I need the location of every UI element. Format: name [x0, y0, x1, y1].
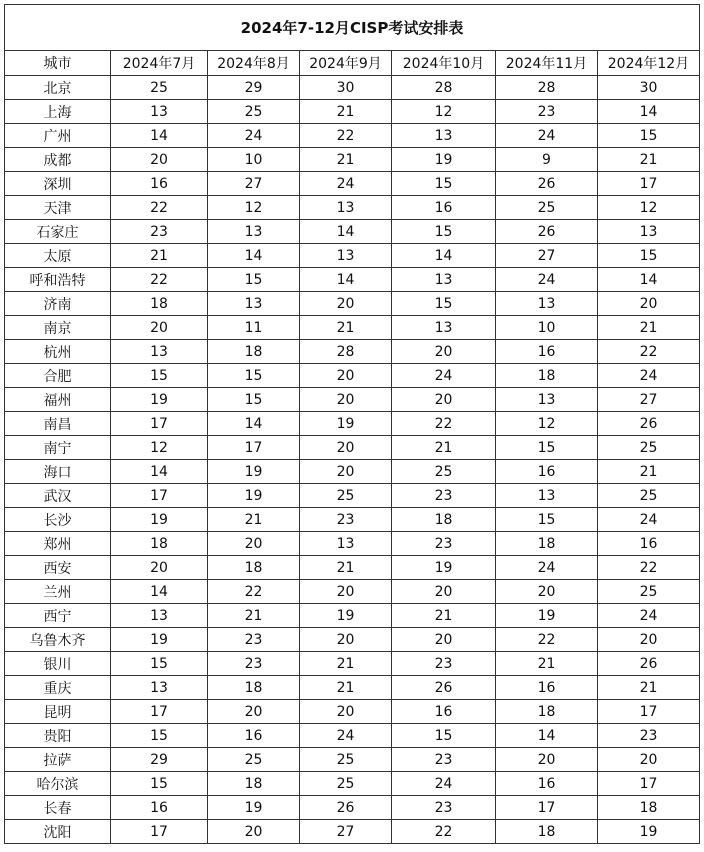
table-row: [5, 412, 700, 436]
exam-date-cell: 20: [392, 388, 496, 412]
exam-date-cell: 18: [496, 532, 598, 556]
city-cell: 广州: [5, 124, 111, 148]
exam-date-cell: 11: [208, 316, 300, 340]
exam-date-cell: 20: [300, 628, 392, 652]
exam-date-cell: 15: [111, 652, 208, 676]
exam-date-cell: 12: [598, 196, 700, 220]
exam-date-cell: 20: [208, 532, 300, 556]
exam-date-cell: 24: [496, 556, 598, 580]
exam-date-cell: 21: [300, 676, 392, 700]
exam-date-cell: 20: [111, 556, 208, 580]
city-cell: 银川: [5, 652, 111, 676]
exam-date-cell: 21: [392, 604, 496, 628]
exam-date-cell: 13: [300, 244, 392, 268]
exam-date-cell: 19: [208, 460, 300, 484]
exam-date-cell: 21: [300, 148, 392, 172]
table-row: [5, 76, 700, 100]
exam-date-cell: 18: [598, 796, 700, 820]
table-row: [5, 796, 700, 820]
exam-date-cell: 24: [208, 124, 300, 148]
exam-date-cell: 10: [208, 148, 300, 172]
exam-date-cell: 20: [598, 292, 700, 316]
table-row: [5, 148, 700, 172]
city-cell: 南宁: [5, 436, 111, 460]
exam-date-cell: 22: [111, 268, 208, 292]
exam-date-cell: 23: [208, 628, 300, 652]
table-row: [5, 628, 700, 652]
exam-date-cell: 27: [300, 820, 392, 844]
exam-date-cell: 13: [392, 124, 496, 148]
exam-date-cell: 21: [598, 676, 700, 700]
exam-date-cell: 17: [208, 436, 300, 460]
table-row: [5, 508, 700, 532]
header-month-oct: 2024年10月: [392, 51, 496, 76]
exam-date-cell: 22: [598, 556, 700, 580]
exam-date-cell: 13: [208, 292, 300, 316]
exam-date-cell: 20: [392, 340, 496, 364]
exam-date-cell: 23: [392, 796, 496, 820]
exam-date-cell: 14: [111, 124, 208, 148]
exam-date-cell: 28: [496, 76, 598, 100]
exam-date-cell: 26: [300, 796, 392, 820]
exam-date-cell: 21: [111, 244, 208, 268]
exam-date-cell: 28: [300, 340, 392, 364]
exam-date-cell: 20: [111, 148, 208, 172]
table-row: [5, 820, 700, 844]
table-row: [5, 556, 700, 580]
exam-date-cell: 17: [598, 700, 700, 724]
exam-date-cell: 24: [300, 724, 392, 748]
exam-date-cell: 19: [300, 604, 392, 628]
city-cell: 昆明: [5, 700, 111, 724]
header-month-nov: 2024年11月: [496, 51, 598, 76]
exam-date-cell: 14: [392, 244, 496, 268]
exam-date-cell: 14: [598, 100, 700, 124]
exam-date-cell: 24: [392, 364, 496, 388]
exam-date-cell: 19: [392, 148, 496, 172]
exam-date-cell: 22: [208, 580, 300, 604]
exam-date-cell: 14: [598, 268, 700, 292]
exam-date-cell: 14: [300, 220, 392, 244]
exam-date-cell: 20: [392, 580, 496, 604]
exam-date-cell: 25: [208, 748, 300, 772]
exam-date-cell: 21: [300, 652, 392, 676]
table-row: [5, 484, 700, 508]
exam-date-cell: 10: [496, 316, 598, 340]
table-row: [5, 460, 700, 484]
exam-date-cell: 13: [300, 532, 392, 556]
city-cell: 济南: [5, 292, 111, 316]
city-cell: 兰州: [5, 580, 111, 604]
city-cell: 太原: [5, 244, 111, 268]
exam-date-cell: 13: [111, 676, 208, 700]
exam-date-cell: 20: [598, 748, 700, 772]
exam-date-cell: 16: [392, 700, 496, 724]
exam-date-cell: 19: [598, 820, 700, 844]
exam-date-cell: 13: [300, 196, 392, 220]
exam-date-cell: 25: [496, 196, 598, 220]
header-city: 城市: [5, 51, 111, 76]
exam-date-cell: 30: [598, 76, 700, 100]
exam-date-cell: 18: [208, 676, 300, 700]
exam-date-cell: 14: [496, 724, 598, 748]
city-cell: 福州: [5, 388, 111, 412]
header-month-jul: 2024年7月: [111, 51, 208, 76]
header-month-aug: 2024年8月: [208, 51, 300, 76]
exam-date-cell: 15: [208, 268, 300, 292]
exam-date-cell: 25: [300, 748, 392, 772]
header-month-dec: 2024年12月: [598, 51, 700, 76]
city-cell: 拉萨: [5, 748, 111, 772]
city-cell: 深圳: [5, 172, 111, 196]
exam-date-cell: 13: [111, 340, 208, 364]
exam-date-cell: 27: [208, 172, 300, 196]
schedule-table: [4, 4, 700, 844]
exam-date-cell: 25: [392, 460, 496, 484]
exam-date-cell: 19: [111, 388, 208, 412]
table-row: [5, 676, 700, 700]
exam-date-cell: 26: [392, 676, 496, 700]
exam-date-cell: 29: [111, 748, 208, 772]
exam-date-cell: 12: [392, 100, 496, 124]
exam-date-cell: 12: [111, 436, 208, 460]
exam-date-cell: 20: [300, 460, 392, 484]
exam-date-cell: 29: [208, 76, 300, 100]
table-row: [5, 364, 700, 388]
table-row: [5, 292, 700, 316]
exam-date-cell: 24: [598, 364, 700, 388]
city-cell: 沈阳: [5, 820, 111, 844]
exam-date-cell: 16: [496, 676, 598, 700]
table-row: [5, 244, 700, 268]
exam-date-cell: 26: [496, 220, 598, 244]
city-cell: 长沙: [5, 508, 111, 532]
exam-date-cell: 20: [598, 628, 700, 652]
exam-date-cell: 15: [392, 172, 496, 196]
exam-date-cell: 26: [598, 652, 700, 676]
exam-date-cell: 14: [111, 580, 208, 604]
exam-date-cell: 13: [392, 316, 496, 340]
table-row: [5, 100, 700, 124]
exam-date-cell: 16: [208, 724, 300, 748]
exam-date-cell: 12: [208, 196, 300, 220]
exam-date-cell: 21: [300, 556, 392, 580]
exam-date-cell: 19: [208, 796, 300, 820]
table-row: [5, 604, 700, 628]
city-cell: 上海: [5, 100, 111, 124]
exam-date-cell: 13: [598, 220, 700, 244]
exam-date-cell: 20: [111, 316, 208, 340]
exam-date-cell: 22: [111, 196, 208, 220]
exam-date-cell: 17: [496, 796, 598, 820]
exam-date-cell: 23: [111, 220, 208, 244]
exam-date-cell: 16: [496, 772, 598, 796]
city-cell: 杭州: [5, 340, 111, 364]
schedule-sheet: [4, 4, 699, 844]
exam-date-cell: 18: [496, 700, 598, 724]
exam-date-cell: 17: [111, 484, 208, 508]
exam-date-cell: 19: [300, 412, 392, 436]
exam-date-cell: 23: [392, 748, 496, 772]
exam-date-cell: 24: [496, 124, 598, 148]
city-cell: 乌鲁木齐: [5, 628, 111, 652]
exam-date-cell: 24: [392, 772, 496, 796]
city-cell: 石家庄: [5, 220, 111, 244]
exam-date-cell: 15: [496, 436, 598, 460]
exam-date-cell: 17: [111, 700, 208, 724]
exam-date-cell: 9: [496, 148, 598, 172]
exam-date-cell: 25: [598, 436, 700, 460]
exam-date-cell: 22: [300, 124, 392, 148]
exam-date-cell: 25: [300, 772, 392, 796]
exam-date-cell: 16: [392, 196, 496, 220]
header-row: [5, 51, 700, 76]
exam-date-cell: 15: [392, 220, 496, 244]
exam-date-cell: 16: [598, 532, 700, 556]
table-row: [5, 436, 700, 460]
city-cell: 西宁: [5, 604, 111, 628]
exam-date-cell: 20: [300, 364, 392, 388]
table-row: [5, 172, 700, 196]
exam-date-cell: 23: [392, 532, 496, 556]
exam-date-cell: 20: [300, 388, 392, 412]
exam-date-cell: 16: [111, 172, 208, 196]
table-row: [5, 724, 700, 748]
exam-date-cell: 24: [598, 508, 700, 532]
exam-date-cell: 13: [208, 220, 300, 244]
exam-date-cell: 22: [598, 340, 700, 364]
exam-date-cell: 24: [496, 268, 598, 292]
exam-date-cell: 25: [208, 100, 300, 124]
exam-date-cell: 18: [392, 508, 496, 532]
exam-date-cell: 15: [111, 772, 208, 796]
table-row: [5, 580, 700, 604]
exam-date-cell: 23: [208, 652, 300, 676]
exam-date-cell: 17: [598, 172, 700, 196]
table-row: [5, 700, 700, 724]
city-cell: 郑州: [5, 532, 111, 556]
exam-date-cell: 15: [392, 292, 496, 316]
exam-date-cell: 22: [496, 628, 598, 652]
exam-date-cell: 15: [598, 124, 700, 148]
exam-date-cell: 22: [392, 412, 496, 436]
table-row: [5, 196, 700, 220]
exam-date-cell: 21: [598, 316, 700, 340]
exam-date-cell: 18: [111, 532, 208, 556]
exam-date-cell: 15: [111, 724, 208, 748]
exam-date-cell: 20: [496, 748, 598, 772]
table-row: [5, 268, 700, 292]
city-cell: 南昌: [5, 412, 111, 436]
exam-date-cell: 19: [496, 604, 598, 628]
exam-date-cell: 18: [208, 556, 300, 580]
exam-date-cell: 15: [208, 364, 300, 388]
city-cell: 天津: [5, 196, 111, 220]
exam-date-cell: 17: [111, 820, 208, 844]
exam-date-cell: 18: [208, 772, 300, 796]
exam-date-cell: 18: [208, 340, 300, 364]
table-row: [5, 124, 700, 148]
exam-date-cell: 20: [300, 436, 392, 460]
exam-date-cell: 16: [496, 460, 598, 484]
exam-date-cell: 17: [598, 772, 700, 796]
exam-date-cell: 18: [496, 820, 598, 844]
city-cell: 武汉: [5, 484, 111, 508]
exam-date-cell: 28: [392, 76, 496, 100]
exam-date-cell: 15: [598, 244, 700, 268]
exam-date-cell: 14: [208, 244, 300, 268]
city-cell: 成都: [5, 148, 111, 172]
exam-date-cell: 25: [300, 484, 392, 508]
table-title: 2024年7-12月CISP考试安排表: [5, 5, 700, 51]
city-cell: 贵阳: [5, 724, 111, 748]
exam-date-cell: 19: [111, 508, 208, 532]
exam-date-cell: 27: [598, 388, 700, 412]
exam-date-cell: 15: [208, 388, 300, 412]
exam-date-cell: 23: [300, 508, 392, 532]
exam-date-cell: 15: [496, 508, 598, 532]
table-row: [5, 748, 700, 772]
exam-date-cell: 20: [392, 628, 496, 652]
exam-date-cell: 25: [111, 76, 208, 100]
exam-date-cell: 14: [208, 412, 300, 436]
exam-date-cell: 21: [208, 508, 300, 532]
exam-date-cell: 22: [392, 820, 496, 844]
exam-date-cell: 30: [300, 76, 392, 100]
exam-date-cell: 20: [300, 292, 392, 316]
exam-date-cell: 13: [496, 292, 598, 316]
city-cell: 海口: [5, 460, 111, 484]
exam-date-cell: 23: [392, 652, 496, 676]
exam-date-cell: 23: [392, 484, 496, 508]
exam-date-cell: 21: [300, 316, 392, 340]
exam-date-cell: 21: [392, 436, 496, 460]
exam-date-cell: 18: [496, 364, 598, 388]
exam-date-cell: 16: [111, 796, 208, 820]
city-cell: 呼和浩特: [5, 268, 111, 292]
exam-date-cell: 19: [208, 484, 300, 508]
exam-date-cell: 27: [496, 244, 598, 268]
table-row: [5, 340, 700, 364]
exam-date-cell: 17: [111, 412, 208, 436]
exam-date-cell: 20: [208, 700, 300, 724]
exam-date-cell: 21: [598, 148, 700, 172]
city-cell: 西安: [5, 556, 111, 580]
exam-date-cell: 13: [111, 604, 208, 628]
table-row: [5, 220, 700, 244]
city-cell: 重庆: [5, 676, 111, 700]
exam-date-cell: 21: [496, 652, 598, 676]
exam-date-cell: 20: [496, 580, 598, 604]
exam-date-cell: 13: [496, 484, 598, 508]
table-body: [5, 76, 700, 844]
exam-date-cell: 21: [208, 604, 300, 628]
exam-date-cell: 13: [392, 268, 496, 292]
city-cell: 合肥: [5, 364, 111, 388]
exam-date-cell: 26: [598, 412, 700, 436]
exam-date-cell: 14: [300, 268, 392, 292]
exam-date-cell: 14: [111, 460, 208, 484]
exam-date-cell: 15: [111, 364, 208, 388]
city-cell: 北京: [5, 76, 111, 100]
exam-date-cell: 23: [598, 724, 700, 748]
exam-date-cell: 20: [300, 700, 392, 724]
exam-date-cell: 24: [300, 172, 392, 196]
exam-date-cell: 19: [392, 556, 496, 580]
exam-date-cell: 13: [496, 388, 598, 412]
exam-date-cell: 26: [496, 172, 598, 196]
table-row: [5, 532, 700, 556]
exam-date-cell: 25: [598, 580, 700, 604]
exam-date-cell: 16: [496, 340, 598, 364]
exam-date-cell: 24: [598, 604, 700, 628]
exam-date-cell: 15: [392, 724, 496, 748]
table-row: [5, 388, 700, 412]
header-month-sep: 2024年9月: [300, 51, 392, 76]
exam-date-cell: 25: [598, 484, 700, 508]
exam-date-cell: 23: [496, 100, 598, 124]
table-row: [5, 772, 700, 796]
exam-date-cell: 21: [598, 460, 700, 484]
exam-date-cell: 12: [496, 412, 598, 436]
exam-date-cell: 20: [208, 820, 300, 844]
city-cell: 长春: [5, 796, 111, 820]
city-cell: 南京: [5, 316, 111, 340]
table-row: [5, 652, 700, 676]
exam-date-cell: 19: [111, 628, 208, 652]
city-cell: 哈尔滨: [5, 772, 111, 796]
exam-date-cell: 18: [111, 292, 208, 316]
table-row: [5, 316, 700, 340]
exam-date-cell: 13: [111, 100, 208, 124]
exam-date-cell: 20: [300, 580, 392, 604]
exam-date-cell: 21: [300, 100, 392, 124]
